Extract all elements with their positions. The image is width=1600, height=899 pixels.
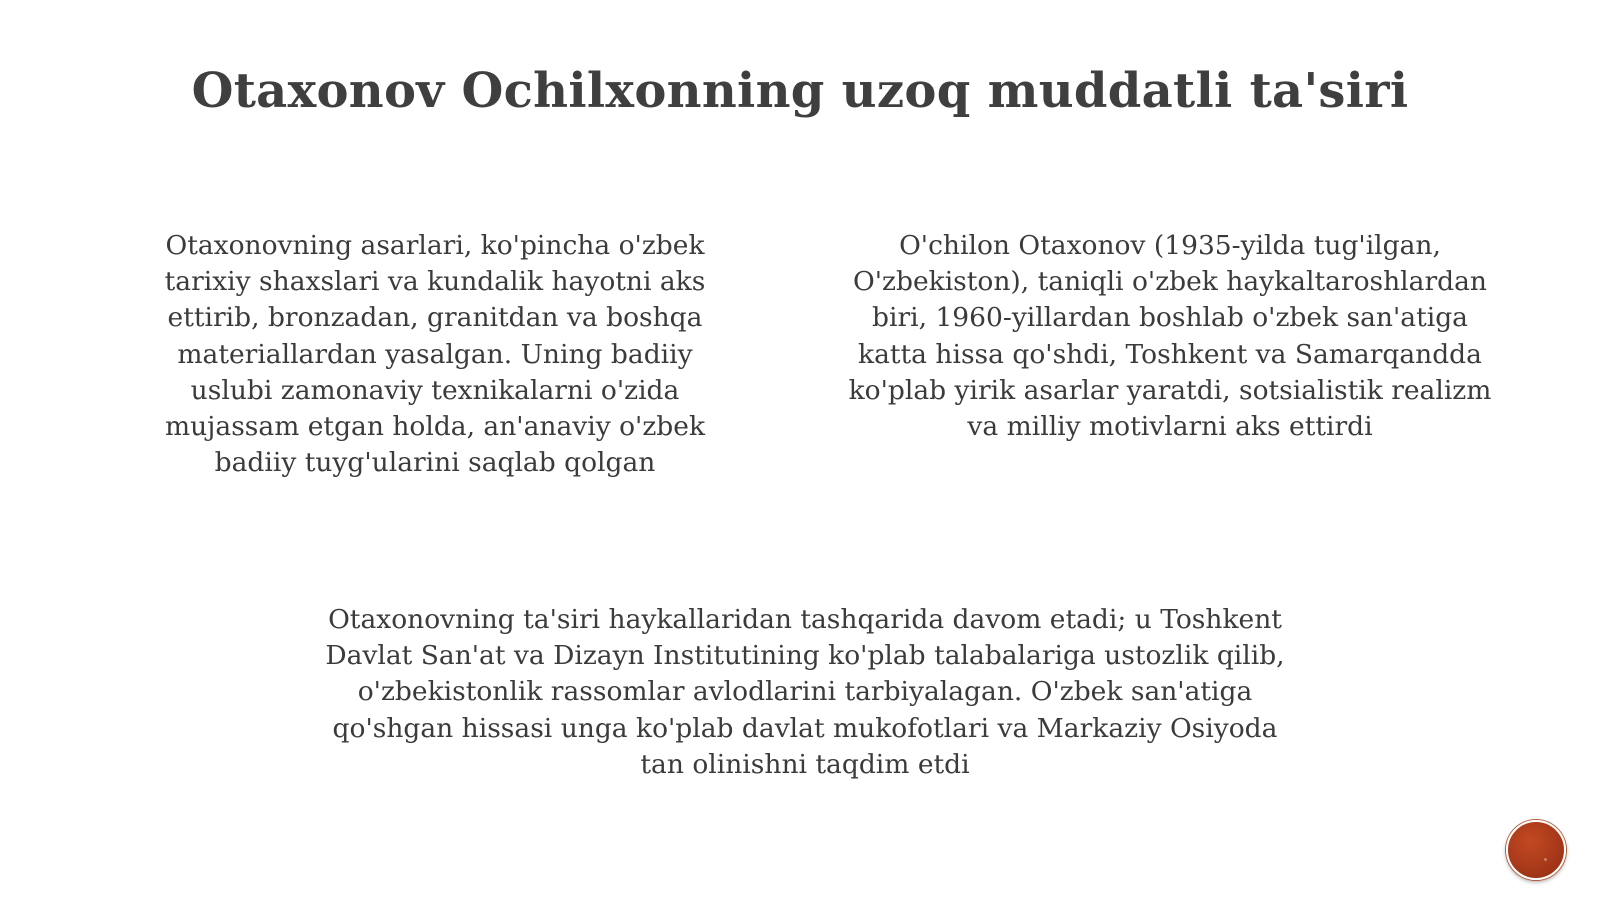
bottom-paragraph: Otaxonovning ta'siri haykallaridan tashqarida davom etadi; u Toshkent Davlat San'at va Dizayn Institutining ko'plab talabalariga ustozlik qilib, o'zbekistonlik rassomlar avlodlarini tarbiyalagan. O'zbek san'atiga qo'shgan hissasi unga ko'plab davlat mukofotlari va Markaziy Osiyoda tan olinishni taqdim etdi	[325, 604, 1285, 780]
left-paragraph: Otaxonovning asarlari, ko'pincha o'zbek tarixiy shaxslari va kundalik hayotni aks ettirib, bronzadan, granitdan va boshqa materiallardan yasalgan. Uning badiiy uslubi zamonaviy texnikalarni o'zida mujassam etgan holda, an'anaviy o'zbek badiiy tuyg'ularini saqlab qolgan	[164, 230, 706, 479]
nav-glyph	[1544, 858, 1547, 861]
right-paragraph: O'chilon Otaxonov (1935-yilda tug'ilgan, O'zbekiston), taniqli o'zbek haykaltaroshlardan biri, 1960-yillardan boshlab o'zbek san'atiga katta hissa qo'shdi, Toshkent va Samarqandda ko'plab yirik asarlar yaratdi, sotsialistik realizm va milliy motivlarni aks ettirdi	[848, 230, 1492, 443]
circle-nav-icon[interactable]	[1506, 820, 1566, 880]
slide-title: Otaxonov Ochilxonning uzoq muddatli ta'siri	[191, 63, 1409, 119]
